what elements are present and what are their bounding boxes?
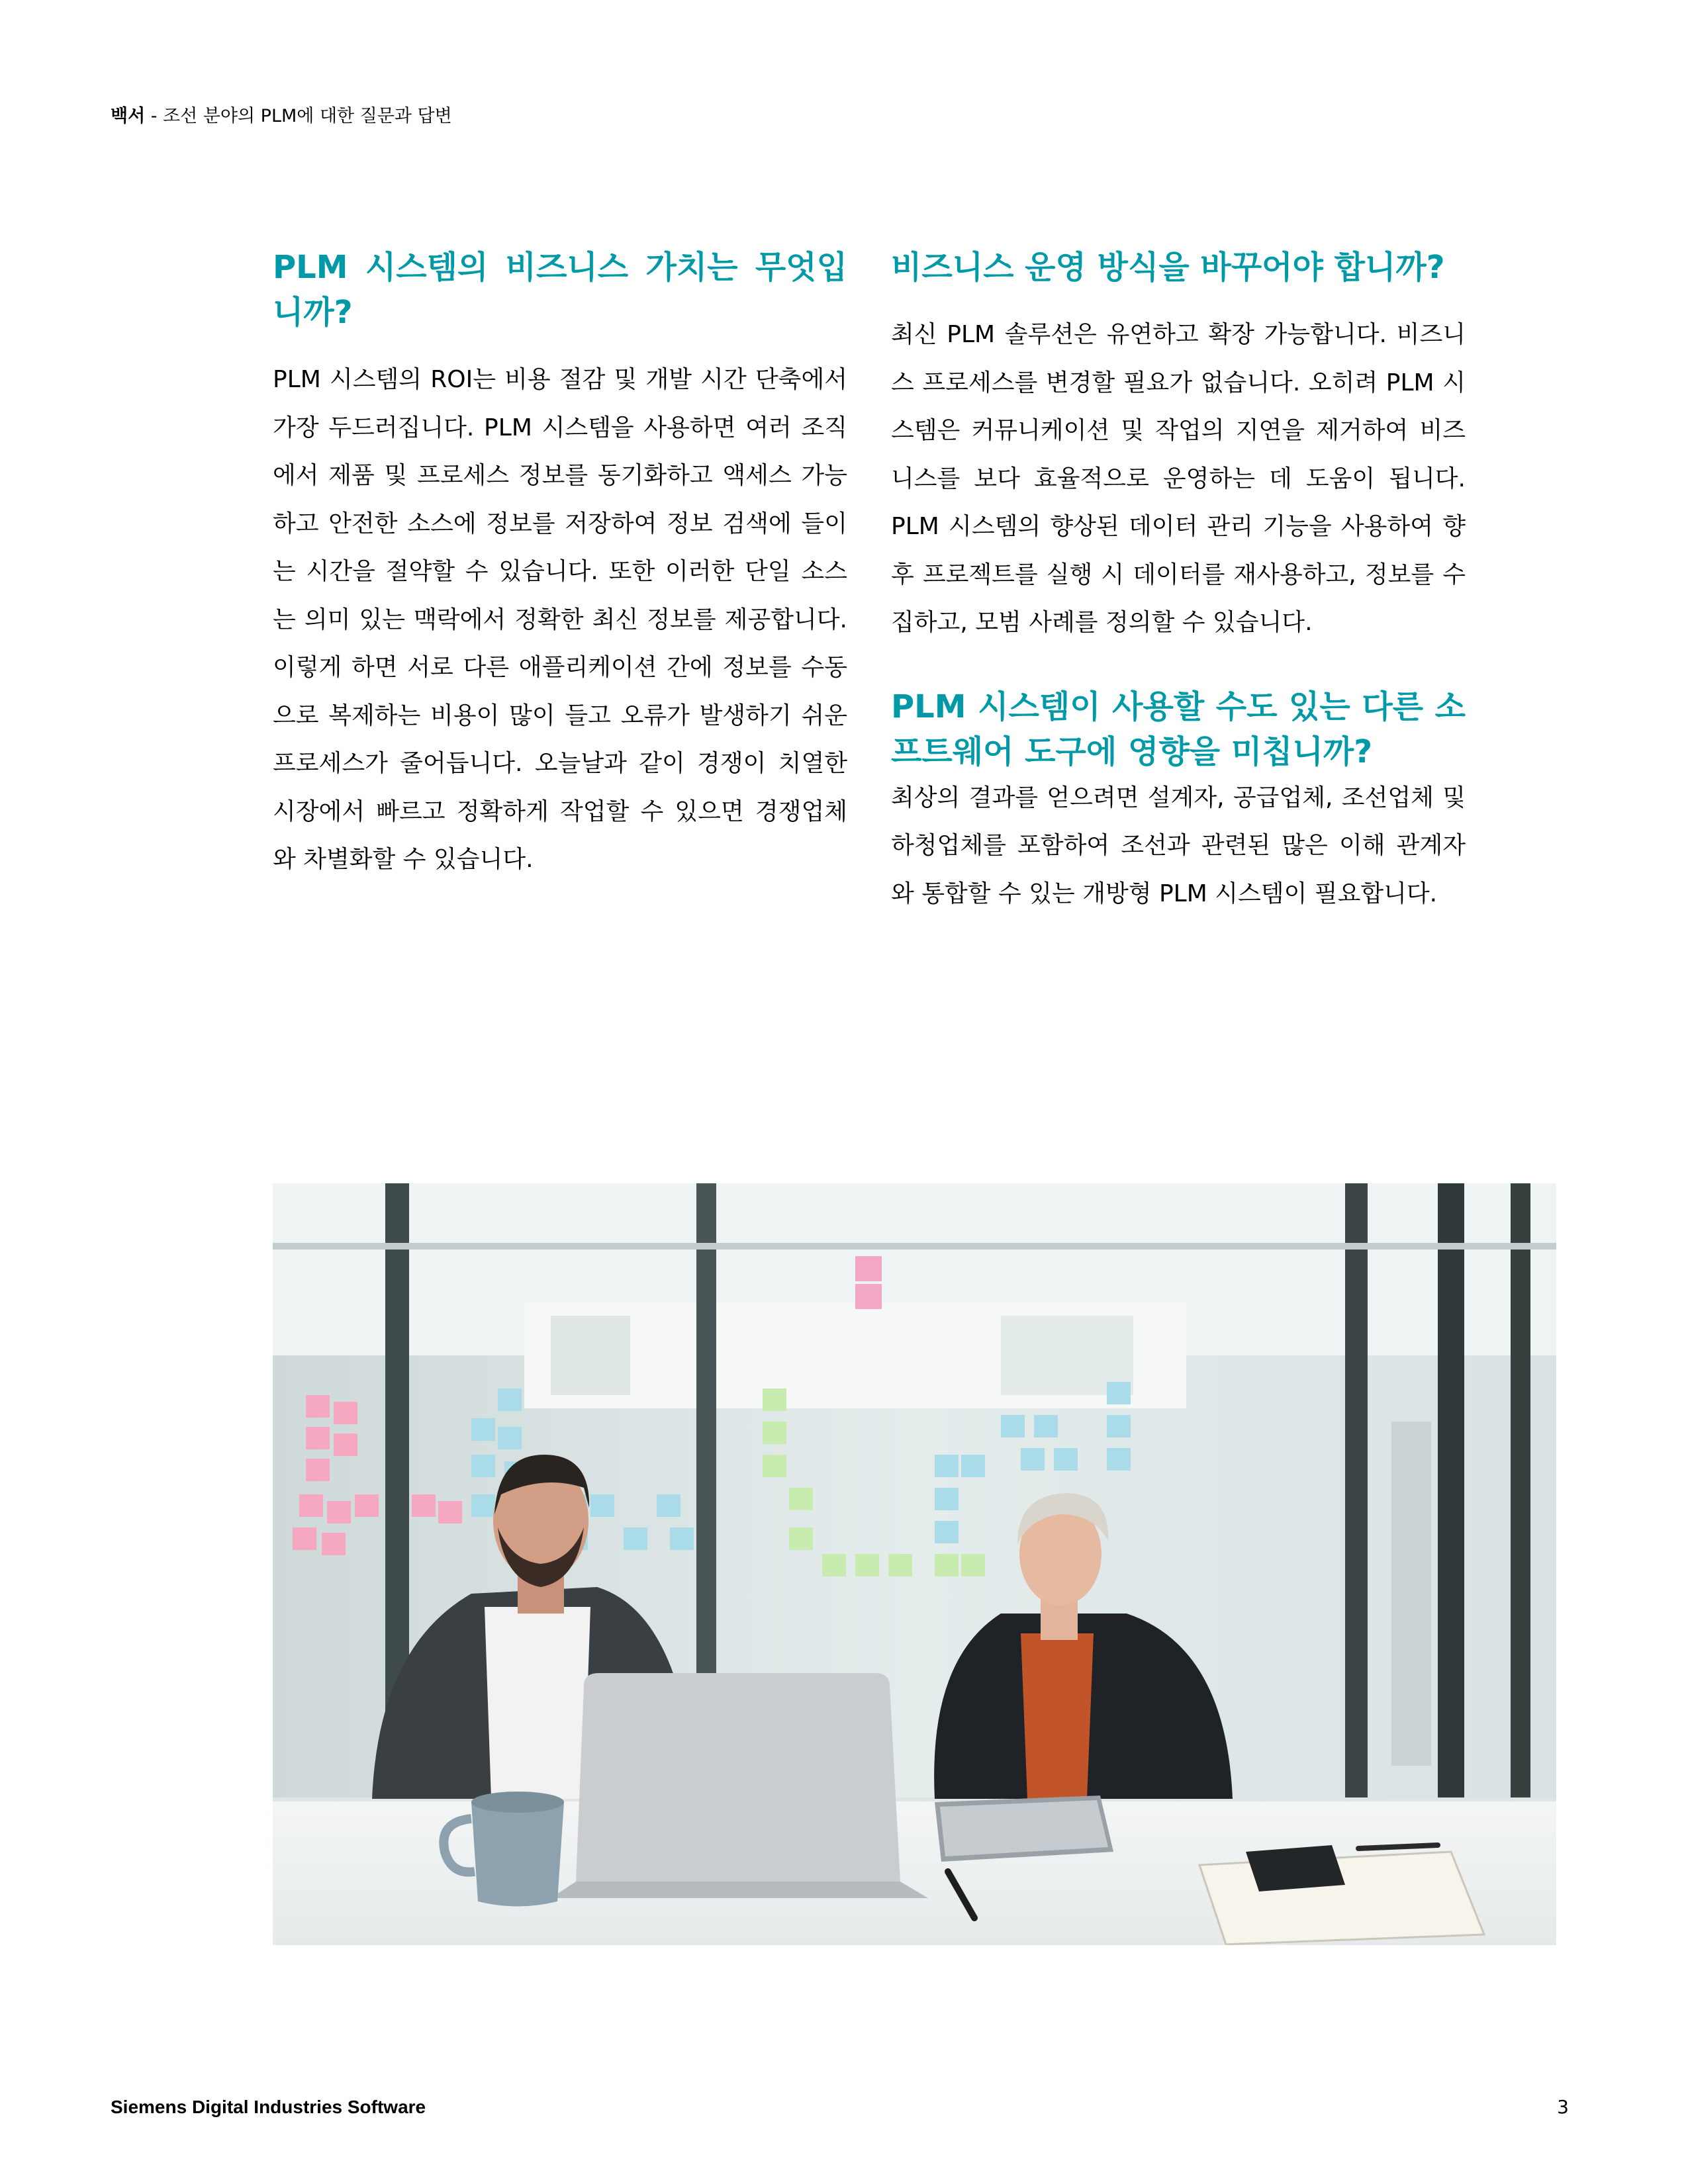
document-type: 백서	[111, 106, 146, 126]
header-separator: -	[145, 106, 164, 126]
section-body-business-value: PLM 시스템의 ROI는 비용 절감 및 개발 시간 단축에서 가장 두드러집니다. PLM 시스템을 사용하면 여러 조직에서 제품 및 프로세스 정보를 동기화하고 액세스 가능하고 안전한 소스에 정보를 저장하여 정보 검색에 들이는 시간을 절약할 수 있습니다. 또한 이러한 단일 소스는 의미 있는 맥락에서 정확한 최신 정보를 제공합니다. 이렇게 하면 서로 다른 애플리케이션 간에 정보를 수동으로 복제하는 비용이 많이 들고 오류가 발생하기 쉬운 프로세스가 줄어듭니다. 오늘날과 같이 경쟁이 치열한 시장에서 빠르고 정확하게 작업할 수 있으면 경쟁업체와 차별화할 수 있습니다.	[273, 366, 847, 873]
page-number: 3	[1557, 2096, 1569, 2118]
office-collaboration-photo	[273, 1183, 1556, 1945]
document-title: 조선 분야의 PLM에 대한 질문과 답변	[163, 106, 452, 126]
section-heading-change-operations: 비즈니스 운영 방식을 바꾸어야 합니까?	[891, 249, 1445, 286]
left-column	[273, 245, 847, 884]
right-column	[891, 245, 1466, 918]
laptop	[551, 1673, 928, 1898]
section-body-change-operations: 최신 PLM 솔루션은 유연하고 확장 가능합니다. 비즈니스 프로세스를 변경할 필요가 없습니다. 오히려 PLM 시스템은 커뮤니케이션 및 작업의 지연을 제거하여 비즈니스를 보다 효율적으로 운영하는 데 도움이 됩니다. PLM 시스템의 향상된 데이터 관리 기능을 사용하여 향후 프로젝트를 실행 시 데이터를 재사용하고, 정보를 수집하고, 모범 사례를 정의할 수 있습니다.	[891, 321, 1466, 636]
tablet	[935, 1796, 1113, 1862]
photo-illustration	[273, 1183, 1556, 1945]
section-heading-other-tools: PLM 시스템이 사용할 수도 있는 다른 소프트웨어 도구에 영향을 미칩니까?	[891, 688, 1466, 770]
footer-company: Siemens Digital Industries Software	[111, 2097, 426, 2117]
section-body-other-tools: 최상의 결과를 얻으려면 설계자, 공급업체, 조선업체 및 하청업체를 포함하여 조선과 관련된 많은 이해 관계자와 통합할 수 있는 개방형 PLM 시스템이 필요합니다.	[891, 784, 1466, 907]
section-heading-business-value: PLM 시스템의 비즈니스 가치는 무엇입니까?	[273, 249, 847, 331]
running-header	[111, 103, 452, 130]
